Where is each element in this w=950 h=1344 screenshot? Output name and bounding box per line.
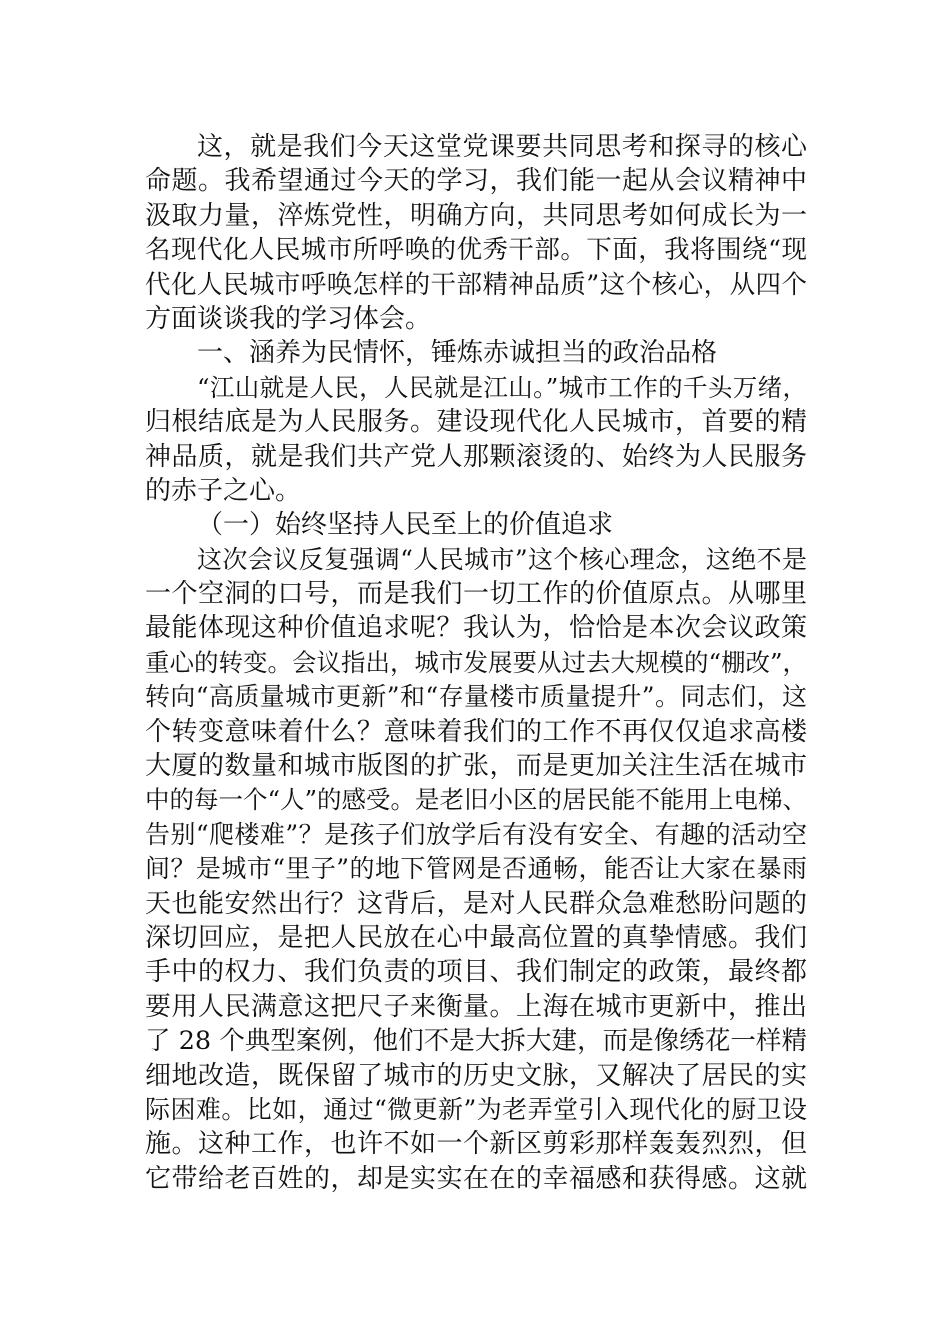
text-line: 深切回应，是把人民放在心中最高位置的真挚情感。我们 <box>145 922 807 953</box>
text-line: 神品质，就是我们共产党人那颗滚烫的、始终为人民服务 <box>145 441 807 472</box>
text-line: 要用人民满意这把尺子来衡量。上海在城市更新中，推出 <box>145 991 807 1022</box>
text-line: 个转变意味着什么？意味着我们的工作不再仅仅追求高楼 <box>145 716 807 747</box>
text-line: 方面谈谈我的学习体会。 <box>145 303 432 334</box>
text-line: 细地改造，既保留了城市的历史文脉，又解决了居民的实 <box>145 1060 807 1091</box>
text-line: 归根结底是为人民服务。建设现代化人民城市，首要的精 <box>145 407 807 438</box>
section-heading: 一、涵养为民情怀，锤炼赤诚担当的政治品格 <box>197 338 718 369</box>
text-line: 代化人民城市呼唤怎样的干部精神品质”这个核心，从四个 <box>145 269 807 300</box>
text-line: 手中的权力、我们负责的项目、我们制定的政策，最终都 <box>145 957 807 988</box>
text-line: 转向“高质量城市更新”和“存量楼市质量提升”。同志们，这 <box>145 682 807 712</box>
text-line: 名现代化人民城市所呼唤的优秀干部。下面，我将围绕“现 <box>145 235 807 266</box>
document-body <box>145 130 807 1196</box>
text-line: 这，就是我们今天这堂党课要共同思考和探寻的核心 <box>197 132 807 162</box>
subsection-heading: （一）始终坚持人民至上的价值追求 <box>197 510 614 541</box>
text-line: 告别“爬楼难”？是孩子们放学后有没有安全、有趣的活动空 <box>145 819 807 849</box>
text-line: 际困难。比如，通过“微更新”为老弄堂引入现代化的厨卫设 <box>145 1094 807 1124</box>
text-line: 了 28 个典型案例，他们不是大拆大建，而是像绣花一样精 <box>145 1026 807 1057</box>
text-line: 中的每一个“人”的感受。是老旧小区的居民能不能用上电梯、 <box>145 785 808 815</box>
text-line: 汲取力量，淬炼党性，明确方向，共同思考如何成长为一 <box>145 200 807 231</box>
text-line: 的赤子之心。 <box>145 475 302 506</box>
text-line: 大厦的数量和城市版图的扩张，而是更加关注生活在城市 <box>145 751 807 782</box>
text-line: 一个空洞的口号，而是我们一切工作的价值原点。从哪里 <box>145 579 807 610</box>
text-line: 最能体现这种价值追求呢？我认为，恰恰是本次会议政策 <box>145 613 807 644</box>
text-line: 间？是城市“里子”的地下管网是否通畅，能否让大家在暴雨 <box>145 854 807 884</box>
text-line: 施。这种工作，也许不如一个新区剪彩那样轰轰烈烈，但 <box>145 1129 807 1160</box>
text-line: “江山就是人民，人民就是江山。”城市工作的千头万绪， <box>197 372 807 402</box>
text-line: 这次会议反复强调“人民城市”这个核心理念，这绝不是 <box>197 544 807 574</box>
text-line: 命题。我希望通过今天的学习，我们能一起从会议精神中 <box>145 166 807 197</box>
text-line: 天也能安然出行？这背后，是对人民群众急难愁盼问题的 <box>145 888 807 919</box>
text-line: 它带给老百姓的，却是实实在在的幸福感和获得感。这就 <box>145 1163 807 1194</box>
text-line: 重心的转变。会议指出，城市发展要从过去大规模的“棚改”， <box>145 647 808 677</box>
